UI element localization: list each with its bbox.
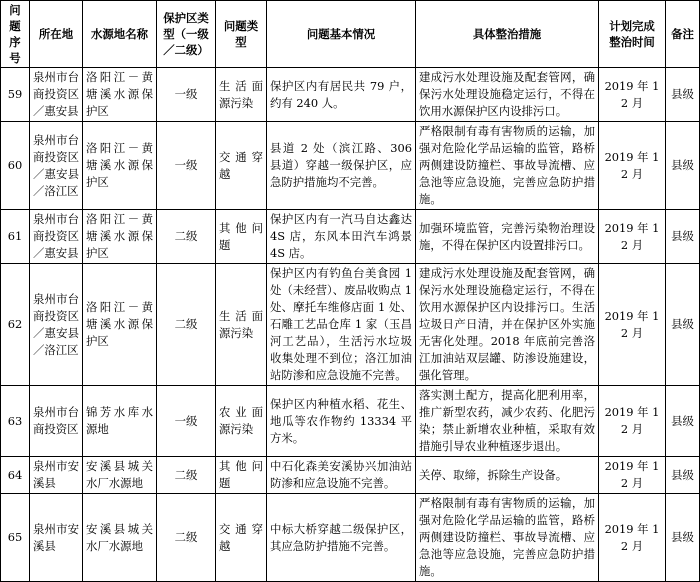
cell-level: 一级 — [157, 68, 216, 122]
cell-source: 安溪县城关水厂水源地 — [83, 457, 157, 494]
header-deadline: 计划完成 整治时间 — [599, 1, 666, 68]
cell-situation: 保护区内种植水稻、花生、地瓜等农作物约 13334 平方米。 — [267, 386, 416, 457]
cell-situation: 中石化森美安溪协兴加油站防渗和应急设施不完善。 — [267, 457, 416, 494]
header-situation: 问题基本情况 — [267, 1, 416, 68]
header-level: 保护区类 型（一级 ／二级） — [157, 1, 216, 68]
table-row — [1, 264, 700, 386]
cell-type: 其他问题 — [216, 457, 267, 494]
table-body — [1, 68, 700, 582]
header-note: 备注 — [666, 1, 700, 68]
table-row — [1, 494, 700, 582]
table-row — [1, 122, 700, 210]
cell-location: 泉州市安溪县 — [30, 494, 83, 582]
cell-measures: 落实测土配方，提高化肥利用率，推广新型农药，减少农药、化肥污染；禁止新增农业种植，采取有效措施引导农业种植逐步退出。 — [416, 386, 599, 457]
cell-level: 二级 — [157, 264, 216, 386]
cell-type: 农业面源污染 — [216, 386, 267, 457]
cell-measures: 严格限制有毒有害物质的运输，加强对危险化学品运输的监管，路桥两侧建设防撞栏、事故导流槽、应急池等应急设施，完善应急防护措施。 — [416, 122, 599, 210]
cell-seq: 61 — [1, 210, 30, 264]
cell-source: 锦芳水库水源地 — [83, 386, 157, 457]
table-header — [1, 1, 700, 68]
cell-source: 洛阳江－黄塘溪水源保护区 — [83, 210, 157, 264]
cell-deadline: 2019 年 12 月 — [599, 210, 666, 264]
cell-type: 生活面源污染 — [216, 68, 267, 122]
cell-note: 县级 — [666, 264, 700, 386]
cell-note: 县级 — [666, 122, 700, 210]
cell-deadline: 2019 年 12 月 — [599, 264, 666, 386]
cell-situation: 保护区内有居民共 79 户，约有 240 人。 — [267, 68, 416, 122]
cell-note: 县级 — [666, 386, 700, 457]
cell-measures: 关停、取缔，拆除生产设备。 — [416, 457, 599, 494]
cell-seq: 60 — [1, 122, 30, 210]
cell-measures: 加强环境监管，完善污染物治理设施，不得在保护区内设置排污口。 — [416, 210, 599, 264]
cell-location: 泉州市台商投资区 — [30, 386, 83, 457]
table-row — [1, 210, 700, 264]
cell-location: 泉州市台商投资区／惠安县 — [30, 68, 83, 122]
cell-seq: 62 — [1, 264, 30, 386]
cell-source: 洛阳江－黄塘溪水源保护区 — [83, 68, 157, 122]
cell-source: 洛阳江－黄塘溪水源保护区 — [83, 122, 157, 210]
cell-level: 二级 — [157, 457, 216, 494]
header-type: 问题类型 — [216, 1, 267, 68]
cell-situation: 中标大桥穿越二级保护区，其应急防护措施不完善。 — [267, 494, 416, 582]
cell-level: 二级 — [157, 210, 216, 264]
cell-measures: 严格限制有毒有害物质的运输，加强对危险化学品运输的监管，路桥两侧建设防撞栏、事故导流槽、应急池等应急设施，完善应急防护措施。 — [416, 494, 599, 582]
header-seq: 问题 序号 — [1, 1, 30, 68]
cell-seq: 65 — [1, 494, 30, 582]
cell-measures: 建成污水处理设施及配套管网，确保污水处理设施稳定运行，不得在饮用水源保护区内设排污口。 — [416, 68, 599, 122]
cell-situation: 保护区内有钓鱼台美食园 1 处（未经营）、废品收购点 1 处、摩托车维修店面 1 处、石雕工艺品仓库 1 家（玉昌河工艺品），生活污水垃圾收集处理不到位；洛江加油站防渗和应急设施不完善。 — [267, 264, 416, 386]
cell-seq: 63 — [1, 386, 30, 457]
cell-deadline: 2019 年 12 月 — [599, 494, 666, 582]
cell-type: 其他问题 — [216, 210, 267, 264]
header-location: 所在地 — [30, 1, 83, 68]
cell-type: 生活面源污染 — [216, 264, 267, 386]
table-row — [1, 457, 700, 494]
header-measures: 具体整治措施 — [416, 1, 599, 68]
header-source: 水源地名称 — [83, 1, 157, 68]
cell-level: 一级 — [157, 386, 216, 457]
cell-seq: 64 — [1, 457, 30, 494]
cell-situation: 县道 2 处（滨江路、306 县道）穿越一级保护区，应急防护措施均不完善。 — [267, 122, 416, 210]
cell-seq: 59 — [1, 68, 30, 122]
cell-deadline: 2019 年 12 月 — [599, 122, 666, 210]
table-row — [1, 386, 700, 457]
cell-deadline: 2019 年 12 月 — [599, 386, 666, 457]
cell-location: 泉州市台商投资区／惠安县／洛江区 — [30, 264, 83, 386]
cell-note: 县级 — [666, 494, 700, 582]
cell-type: 交通穿越 — [216, 122, 267, 210]
cell-source: 洛阳江－黄塘溪水源保护区 — [83, 264, 157, 386]
cell-type: 交通穿越 — [216, 494, 267, 582]
cell-level: 一级 — [157, 122, 216, 210]
cell-level: 二级 — [157, 494, 216, 582]
cell-location: 泉州市台商投资区／惠安县 — [30, 210, 83, 264]
cell-deadline: 2019 年 12 月 — [599, 68, 666, 122]
cell-location: 泉州市台商投资区／惠安县／洛江区 — [30, 122, 83, 210]
table-row — [1, 68, 700, 122]
cell-situation: 保护区内有一汽马自达鑫达 4S 店，东风本田汽车鸿景 4S 店。 — [267, 210, 416, 264]
cell-location: 泉州市安溪县 — [30, 457, 83, 494]
cell-source: 安溪县城关水厂水源地 — [83, 494, 157, 582]
cell-deadline: 2019 年 12 月 — [599, 457, 666, 494]
cell-note: 县级 — [666, 457, 700, 494]
cell-note: 县级 — [666, 68, 700, 122]
cell-measures: 建成污水处理设施及配套管网，确保污水处理设施稳定运行，不得在饮用水源保护区内设排污口。生活垃圾日产日清，并在保护区外实施无害化处理。2018 年底前完善洛江加油站双层罐、防渗设施建设，强化管理。 — [416, 264, 599, 386]
cell-note: 县级 — [666, 210, 700, 264]
